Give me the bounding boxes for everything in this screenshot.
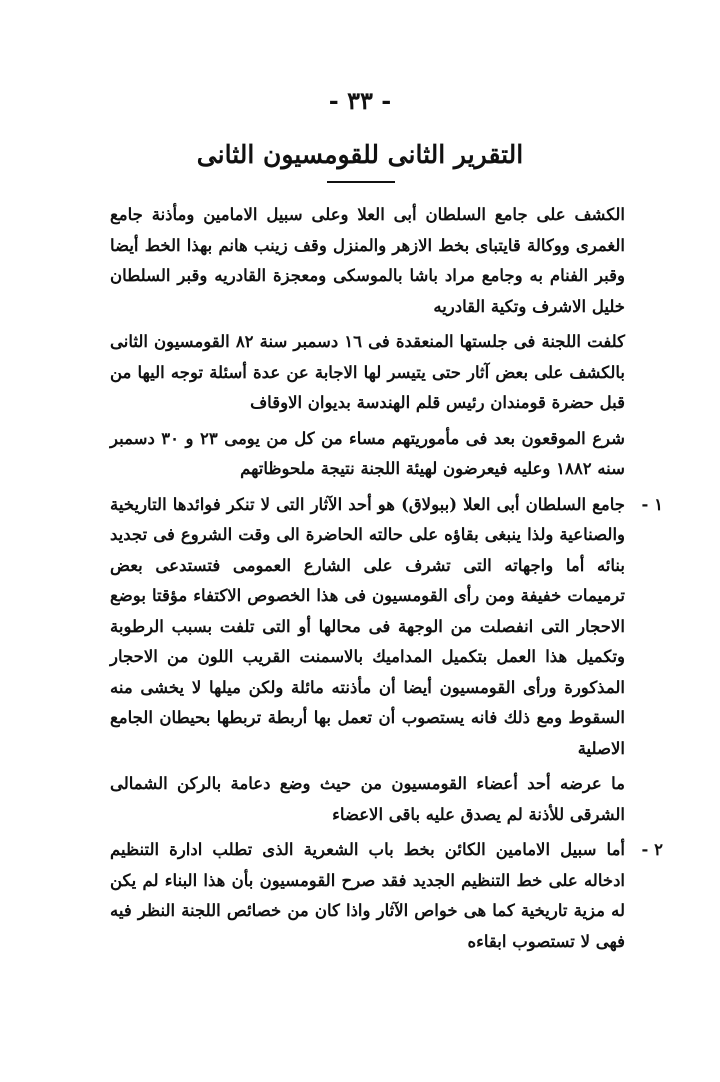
item-number: ٢ - bbox=[641, 840, 663, 859]
item-number: ١ - bbox=[641, 494, 663, 514]
page-title: التقرير الثانى للقومسيون الثانى bbox=[196, 140, 524, 169]
list-item bbox=[110, 835, 663, 957]
paragraph-note: ما عرضه أحد أعضاء القومسيون من حيث وضع دعامة بالركن الشمالى الشرقى للأذنة لم يصدق عليه باقى الاعضاء bbox=[110, 774, 625, 824]
paragraph-inspection: شرع الموقعون بعد فى مأموريتهم مساء من كل من يومى ٢٣ و ٣٠ دسمبر سنه ١٨٨٢ وعليه فيعرضون لهيئة اللجنة نتيجة ملحوظاتهم bbox=[110, 428, 625, 478]
list-item bbox=[110, 490, 663, 765]
item-text: أما سبيل الامامين الكائن بخط باب الشعرية الذى تطلب ادارة التنظيم ادخاله على خط التنظيم الجديد فقد صرح القومسيون بأن هذا البناء لم يكن له مزية تاريخية كما هى خواص الآثار واذا كان من خصائص اللجنة النظر فيه فهى لا تستصوب ابقاءه bbox=[110, 840, 625, 951]
paragraph-intro: الكشف على جامع السلطان أبى العلا وعلى سبيل الامامين ومأذنة جامع الغمرى ووكالة قايتباى بخط الازهر والمنزل وقف زينب هانم بهذا الخط أيضا وقبر الفنام به وجامع مراد باشا بالموسكى ومعجزة القادريه وقبر السلطان خليل الاشرف وتكية القادريه bbox=[110, 205, 625, 316]
page-number: - ٣٣ - bbox=[328, 86, 392, 115]
document-body bbox=[110, 200, 663, 962]
item-text: جامع السلطان أبى العلا (ببولاق) هو أحد الآثار التى لا تنكر فوائدها التاريخية والصناعية ولذا ينبغى بقاؤه على حالته الحاضرة الى وقت الشروع فى تجديد بنائه أما واجهاته التى تشرف على الشارع العمومى فتستدعى بعض ترميمات خفيفة ومن رأى القومسيون فى هذا الخصوص الاكتفاء مؤقتا بوضع الاحجار التى انفصلت من الوجهة فى محالها أو التى تلفت بسبب الرطوبة وتكميل هذا العمل بتكميل المداميك بالاسمنت القريب اللون من الاحجار المذكورة ورأى القومسيون أيضا أن مأذنته مائلة ولكن ميلها لا يخشى منه السقوط ومع ذلك فانه يستصوب أن تعمل بها أربطة تربطها بحيطان الجامع الاصلية bbox=[110, 494, 625, 758]
paragraph-commission: كلفت اللجنة فى جلستها المنعقدة فى ١٦ دسمبر سنة ٨٢ القومسيون الثانى بالكشف على بعض آثار حتى يتيسر لها الاجابة عن عدة أسئلة توجه اليها من قبل حضرة قومندان رئيس قلم الهندسة بديوان الاوقاف bbox=[110, 332, 625, 412]
title-divider bbox=[327, 181, 395, 183]
